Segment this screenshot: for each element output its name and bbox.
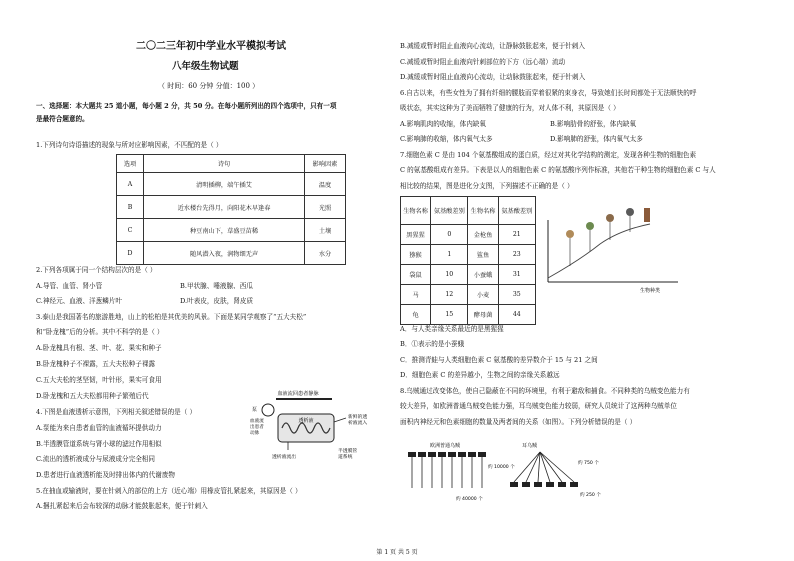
q7-header: 生物名称	[468, 197, 498, 225]
count-label-3: 约 750 个	[578, 461, 599, 466]
q1-cell: A	[117, 173, 144, 196]
q1-stem: 1.下列诗句诗语描述的现象与所对应影响因素，不匹配的是（ ）	[36, 141, 223, 149]
q5-option-c: C.减缓或暂时阻止血液向针刺部位的下方（远心端）流动	[400, 58, 566, 66]
q7-table	[400, 196, 536, 325]
exam-subtitle: 八年级生物试题	[172, 61, 239, 72]
q2-stem: 2.下列各项属于同一个结构层次的是（ ）	[36, 266, 157, 274]
chromatophore	[468, 452, 476, 457]
chromatophore	[418, 452, 426, 457]
q1-cell: 近水楼台先得月，向阳花木早逢春	[144, 196, 305, 219]
dialysis-label-top: 血液流回患者静脉	[277, 391, 319, 397]
q5-option-b: B.减缓或暂时阻止血液向心流动，让静脉鼓胀起来，便于针刺入	[400, 42, 585, 50]
dialysis-label-right1: 新鲜的透	[348, 415, 368, 420]
q7-header: 氨基酸差别	[431, 197, 468, 225]
cuttlefish-diagram	[404, 438, 624, 504]
q1-cell: 随风潜入夜，润物细无声	[144, 242, 305, 265]
inflow-arrow	[334, 418, 346, 422]
q1-header: 选项	[117, 155, 144, 173]
left-cell-row	[408, 452, 486, 457]
q1-cell: 清明插柳，端午插艾	[144, 173, 305, 196]
section-heading-cont: 是最符合题意的。	[36, 115, 89, 123]
q1-cell: 水分	[305, 242, 346, 265]
q7-cell: 0	[431, 225, 468, 245]
q7-cell: 31	[498, 265, 535, 285]
q3-option-d: D.卧龙槐和五大夫松都用种子繁殖后代	[36, 392, 149, 400]
dialysis-diagram	[248, 388, 392, 468]
q7-cell: 马	[401, 285, 431, 305]
q7-stem-cont: C 的氨基酸组成有差异。下表是以人的细胞色素 C 的氨基酸序列作标准，其他若干种生物的细胞色素 C 与人	[400, 166, 716, 174]
organism-icon	[626, 208, 634, 216]
q7-cell: 小麦	[468, 285, 498, 305]
q1-cell: D	[117, 242, 144, 265]
chromatophore	[558, 482, 566, 487]
q1-header: 影响因素	[305, 155, 346, 173]
section-heading: 一、选择题：本大题共 25 道小题，每小题 2 分，共 50 分。在每小题所列出的四个选项中，只有一项	[36, 102, 337, 110]
q3-stem-cont: 和“卧龙槐”后的分析。其中不科学的是（ ）	[36, 328, 164, 336]
q6-stem-cont: 吸状态，其实这种为了美而牺牲了健康的行为，对人体不利，其原因是（ ）	[400, 104, 620, 112]
q3-option-a: A.卧龙槐具有根、茎、叶、花、果实和种子	[36, 344, 162, 352]
q1-cell: 土壤	[305, 219, 346, 242]
q4-stem: 4.下图是血液透析示意图，下列相关叙述错误的是（ ）	[36, 408, 197, 416]
q3-stem: 3.泰山是我国著名的旅游胜地，山上的松柏是其优美的风景。下面是某同学观察了“五大夫松”	[36, 313, 307, 321]
q4-option-c: C.流出的透析液成分与尿液成分完全相同	[36, 455, 155, 463]
q6-stem: 6.自古以来，有些女性为了拥有纤细的腰肢而穿着很紧的束身衣，导致她们长时间都处于无法顺快的呼	[400, 89, 697, 97]
chromatophore	[438, 452, 446, 457]
q5-option-a: A.捆扎紧起来后会布较深的动脉才能鼓胀起来，便于针刺入	[36, 502, 208, 510]
dialysis-label-right2: 析液流入	[348, 421, 368, 426]
left-neuron-lines	[412, 457, 482, 488]
q8-stem: 8.乌贼通过改变体色，使自己隐蔽在不同的环境里，有利于避敌和捕食。不同种类的乌贼变色能力有	[400, 387, 690, 395]
dialysis-label-bottom-left: 透析液流出	[272, 455, 296, 460]
q7-cell: 21	[498, 225, 535, 245]
organism-icon	[606, 214, 614, 222]
exam-meta: （ 时间：60 分钟 分值：100 ）	[158, 82, 260, 90]
q7-cell: 小蚕蛾	[468, 265, 498, 285]
q2-option-b: B.甲状腺、唾液腺、西瓜	[180, 282, 253, 290]
chromatophore	[448, 452, 456, 457]
q7-cell: 袋鼠	[401, 265, 431, 285]
page-footer: 第 1 页 共 5 页	[376, 549, 418, 556]
q7-cell: 44	[498, 305, 535, 325]
neuron-line	[514, 452, 540, 482]
q7-cell: 猕猴	[401, 245, 431, 265]
q7-header: 氨基酸差别	[498, 197, 535, 225]
dialysis-label-pump: 泵	[252, 407, 258, 413]
q7-cell: 12	[431, 285, 468, 305]
dialysis-label-bottom-right1: 半透膜管	[338, 449, 358, 454]
q7-option-d: D．细胞色素 C 的差异越小，生物之间的亲缘关系越远	[400, 371, 560, 379]
q7-cell: 23	[498, 245, 535, 265]
q6-option-a: A.影响肌肉的收缩，体内缺氧	[400, 120, 486, 128]
human-icon	[644, 208, 650, 222]
branch-curve	[548, 224, 650, 278]
chromatophore	[534, 482, 542, 487]
q1-cell: 温度	[305, 173, 346, 196]
chromatophore	[408, 452, 416, 457]
chromatophore	[570, 482, 578, 487]
q7-cell: 35	[498, 285, 535, 305]
q1-header: 诗句	[144, 155, 305, 173]
q4-option-b: B.半透膜管道系统与肾小球的滤过作用相似	[36, 440, 162, 448]
q1-cell: C	[117, 219, 144, 242]
q8-stem-cont2: 面积内神经元和色素细胞的数量及两者间的关系（如图）。下列分析错误的是（ ）	[400, 418, 637, 426]
dialysis-label-in2: 出患者	[250, 425, 264, 430]
fig-right-label: 耳乌贼	[522, 443, 538, 449]
organism-icon	[586, 222, 594, 230]
dialysis-label-center: 透析液	[298, 418, 314, 424]
q5-option-d: D.减缓或暂时阻止血液向心流动，让动脉鼓胀起来，便于针刺入	[400, 73, 586, 81]
q2-option-c: C.神经元、血液、洋葱鳞片叶	[36, 297, 123, 305]
q7-option-c: C．推测青蛙与人类细胞色素 C 氨基酸的差异数介于 15 与 21 之间	[400, 356, 598, 364]
q7-cell: 鲨鱼	[468, 245, 498, 265]
fig-left-label: 欧洲普通乌贼	[430, 443, 461, 449]
right-neuron-lines	[514, 452, 574, 482]
chromatophore	[478, 452, 486, 457]
q4-option-a: A.泵能为来自患者血管的血液循环提供动力	[36, 424, 162, 432]
count-label-4: 约 250 个	[580, 493, 601, 498]
q7-cell: 15	[431, 305, 468, 325]
q1-cell: 光照	[305, 196, 346, 219]
q7-stem: 7.细胞色素 C 是由 104 个氨基酸组成的蛋白质，经过对其化学结构的测定，发现各种生物的细胞色素	[400, 151, 697, 159]
q1-cell: 种豆南山下，草盛豆苗稀	[144, 219, 305, 242]
q7-option-a: A．与人类亲缘关系最近的是黑猩猩	[400, 325, 504, 333]
dialysis-label-bottom-right2: 道系统	[338, 455, 353, 460]
pump-icon	[262, 404, 274, 416]
dialysis-label-in1: 血液流	[250, 419, 264, 424]
q3-option-c: C.五大夫松的茎坚韧，叶针形，果实可食用	[36, 376, 162, 384]
chromatophore	[458, 452, 466, 457]
evolution-branch-diagram	[540, 200, 690, 300]
q7-cell: 黑猩猩	[401, 225, 431, 245]
dialysis-label-in3: 动脉	[250, 431, 260, 436]
q7-cell: 10	[431, 265, 468, 285]
q7-cell: 龟	[401, 305, 431, 325]
chart-axis-label: 生物种类	[639, 288, 661, 294]
q2-option-d: D.叶表皮，皮肤，肾皮质	[180, 297, 254, 305]
chromatophore	[546, 482, 554, 487]
q6-option-b: B.影响肋骨的舒张，体内缺氧	[550, 120, 637, 128]
q6-option-d: D.影响肺的舒张，体内氧气太多	[550, 135, 643, 143]
q2-option-a: A.导管、血管、肾小管	[36, 282, 103, 290]
q7-stem-cont2: 相比较的结果，图是进化分支图，下列描述不正确的是（ ）	[400, 182, 574, 190]
q1-table	[116, 154, 346, 265]
q1-cell: B	[117, 196, 144, 219]
q3-option-b: B.卧龙槐种子不裸露，五大夫松种子裸露	[36, 360, 156, 368]
q7-option-b: B．①表示的是小蚕蛾	[400, 340, 465, 348]
right-cell-row	[510, 482, 578, 487]
q7-header: 生物名称	[401, 197, 431, 225]
chromatophore	[522, 482, 530, 487]
count-label-2: 约 40000 个	[456, 497, 483, 502]
organism-icon	[566, 230, 574, 238]
q8-stem-cont: 较大差异，如欧洲普通乌贼变色能力强，耳乌贼变色能力较弱，研究人员统计了这两种乌贼单位	[400, 402, 677, 410]
chromatophore	[510, 482, 518, 487]
q7-cell: 金枪鱼	[468, 225, 498, 245]
neuron-line	[540, 452, 562, 482]
q7-cell: 1	[431, 245, 468, 265]
chromatophore	[428, 452, 436, 457]
exam-title: 二〇二三年初中学业水平模拟考试	[136, 41, 286, 52]
q4-option-d: D.患者进行血液透析能及时排出体内的代谢废物	[36, 471, 176, 479]
q5-stem: 5.在抽血或输液时，要在针刺入的部位的上方（近心端）用橡皮管扎紧起来，其原因是（ ）	[36, 487, 302, 495]
return-tube	[276, 398, 332, 400]
q6-option-c: C.影响肺的收缩，体内氧气太多	[400, 135, 493, 143]
q7-cell: 酵母菌	[468, 305, 498, 325]
count-label-1: 约 10000 个	[488, 465, 515, 470]
